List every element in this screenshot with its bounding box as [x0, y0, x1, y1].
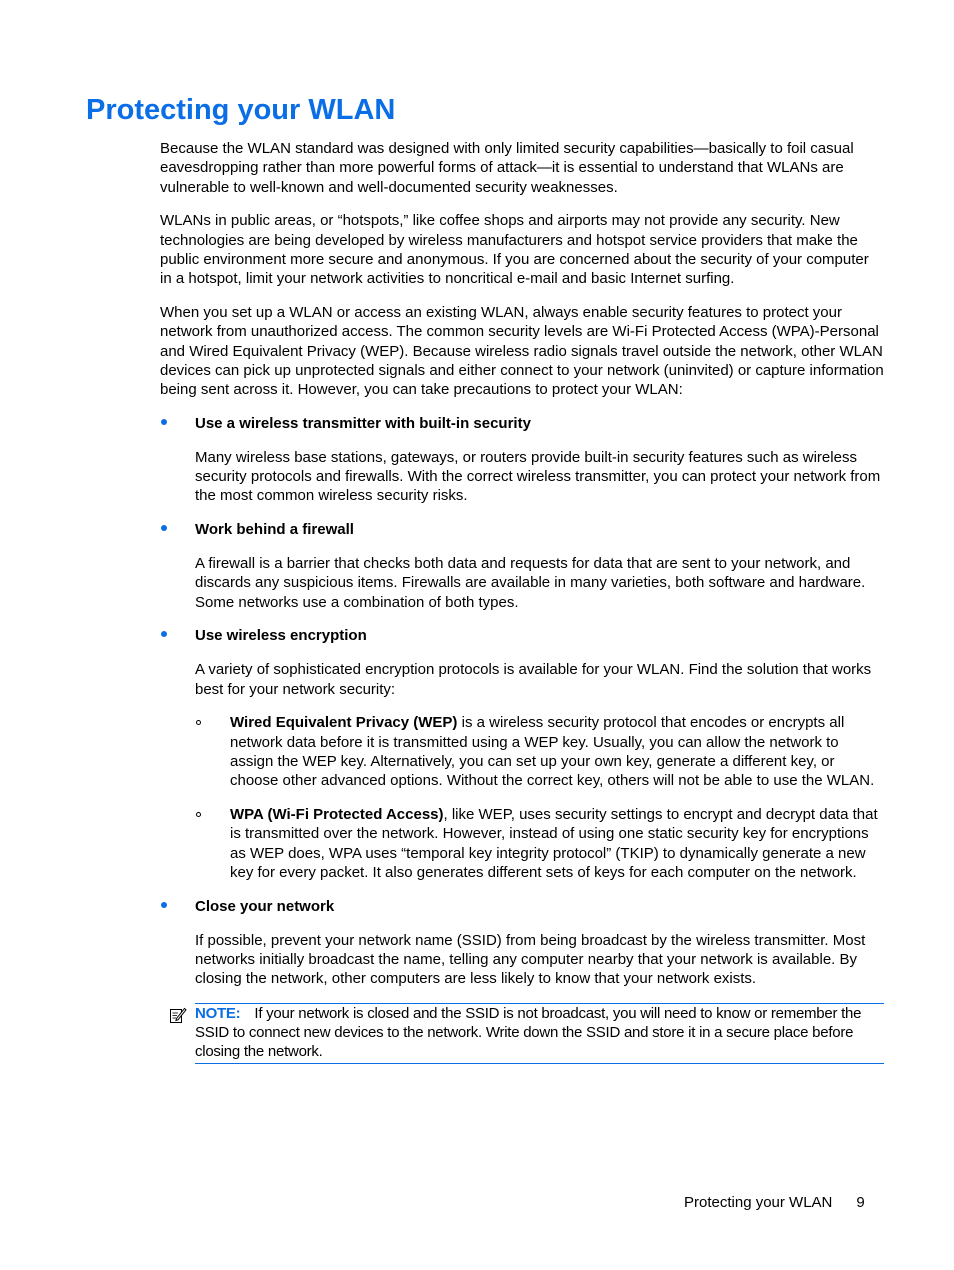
- sub-item-description: is a wireless security protocol that encodes or encrypts all network data before it is transmitted using a WEP key. Usually, you can allow the network to assign the WEP key. Alternatively, you can set up your own key, generate a different key, or choose other advanced options. Without the correct key, others will not be able to use the WLAN.: [230, 714, 875, 790]
- list-item: [195, 805, 884, 882]
- encryption-list: [195, 713, 884, 882]
- intro-paragraph-3: When you set up a WLAN or access an existing WLAN, always enable security features to protect your network from unauthorized access. The common security levels are Wi-Fi Protected Access (WPA)-Personal and Wired Equivalent Privacy (WEP). Because wireless radio signals travel outside the network, other WLAN devices can pick up unprotected signals and either connect to your network (uninvited) or capture information being sent across it. However, you can take precautions to protect your WLAN:: [160, 304, 884, 399]
- page-footer: [684, 1193, 865, 1212]
- precautions-list: [160, 414, 884, 988]
- circle-bullet-icon: [196, 720, 201, 725]
- list-item: [160, 414, 884, 506]
- bullet-text: If possible, prevent your network name (SSID) from being broadcast by the wireless transmitter. Most networks initially broadcast the name, telling any computer nearby that your network is available. By closing the network, other computers are less likely to know that your network exists.: [195, 931, 866, 988]
- bullet-title: Work behind a firewall: [195, 521, 354, 539]
- sub-item-description: , like WEP, uses security settings to encrypt and decrypt data that is transmitted over the network. However, instead of using one static security key for encryptions as WEP does, WPA uses “temporal key integrity protocol” (TKIP) to dynamically generate a new key for every packet. It also generates different sets of keys for each computer on the network.: [230, 806, 878, 881]
- sub-item-term: Wired Equivalent Privacy (WEP): [230, 714, 458, 732]
- body-content: [160, 139, 884, 1064]
- bullet-dot-icon: [161, 419, 167, 425]
- bullet-title: Close your network: [195, 897, 335, 915]
- bullet-title: Use a wireless transmitter with built-in security: [195, 415, 531, 433]
- sub-item-text: [230, 713, 884, 790]
- list-item: [195, 713, 884, 790]
- bullet-text: Many wireless base stations, gateways, or routers provide built-in security features such as wireless security protocols and firewalls. With the correct wireless transmitter, you can protect your network from the most common wireless security risks.: [195, 448, 881, 505]
- bullet-title: Use wireless encryption: [195, 627, 367, 645]
- note-pencil-icon: [169, 1006, 187, 1024]
- bullet-dot-icon: [161, 631, 167, 637]
- intro-paragraph-2: WLANs in public areas, or “hotspots,” like coffee shops and airports may not provide any security. New technologies are being developed by wireless manufacturers and hotspot service providers that make the public environment more secure and anonymous. If you are concerned about the security of your computer in a hotspot, limit your network activities to noncritical e-mail and basic Internet surfing.: [160, 212, 869, 288]
- list-item: [160, 897, 884, 989]
- bullet-text: A variety of sophisticated encryption protocols is available for your WLAN. Find the solution that works best for your network security:: [195, 661, 872, 698]
- footer-section-title: Protecting your WLAN: [684, 1194, 833, 1211]
- note-text: If your network is closed and the SSID is not broadcast, you will need to know or remember the SSID to connect new devices to the network. Write down the SSID and store it in a secure place before closing the network.: [195, 1004, 862, 1061]
- page-number: 9: [856, 1194, 865, 1211]
- bullet-dot-icon: [161, 902, 167, 908]
- bullet-dot-icon: [161, 525, 167, 531]
- sub-item-text: [230, 805, 884, 882]
- note-box: [195, 1003, 884, 1064]
- page-title: Protecting your WLAN: [86, 94, 396, 126]
- note-label: NOTE:: [195, 1004, 241, 1022]
- intro-paragraph-1: Because the WLAN standard was designed with only limited security capabilities—basically to foil casual eavesdropping rather than more powerful forms of attack—it is essential to understand that WLANs are vulnerable to well-known and well-documented security weaknesses.: [160, 140, 854, 196]
- list-item: [160, 520, 884, 612]
- bullet-text: A firewall is a barrier that checks both data and requests for data that are sent to your network, and discards any suspicious items. Firewalls are available in many varieties, both software and hardware. Some networks use a combination of both types.: [195, 555, 866, 611]
- sub-item-term: WPA (Wi-Fi Protected Access): [230, 806, 444, 824]
- circle-bullet-icon: [196, 812, 201, 817]
- list-item: [160, 626, 884, 882]
